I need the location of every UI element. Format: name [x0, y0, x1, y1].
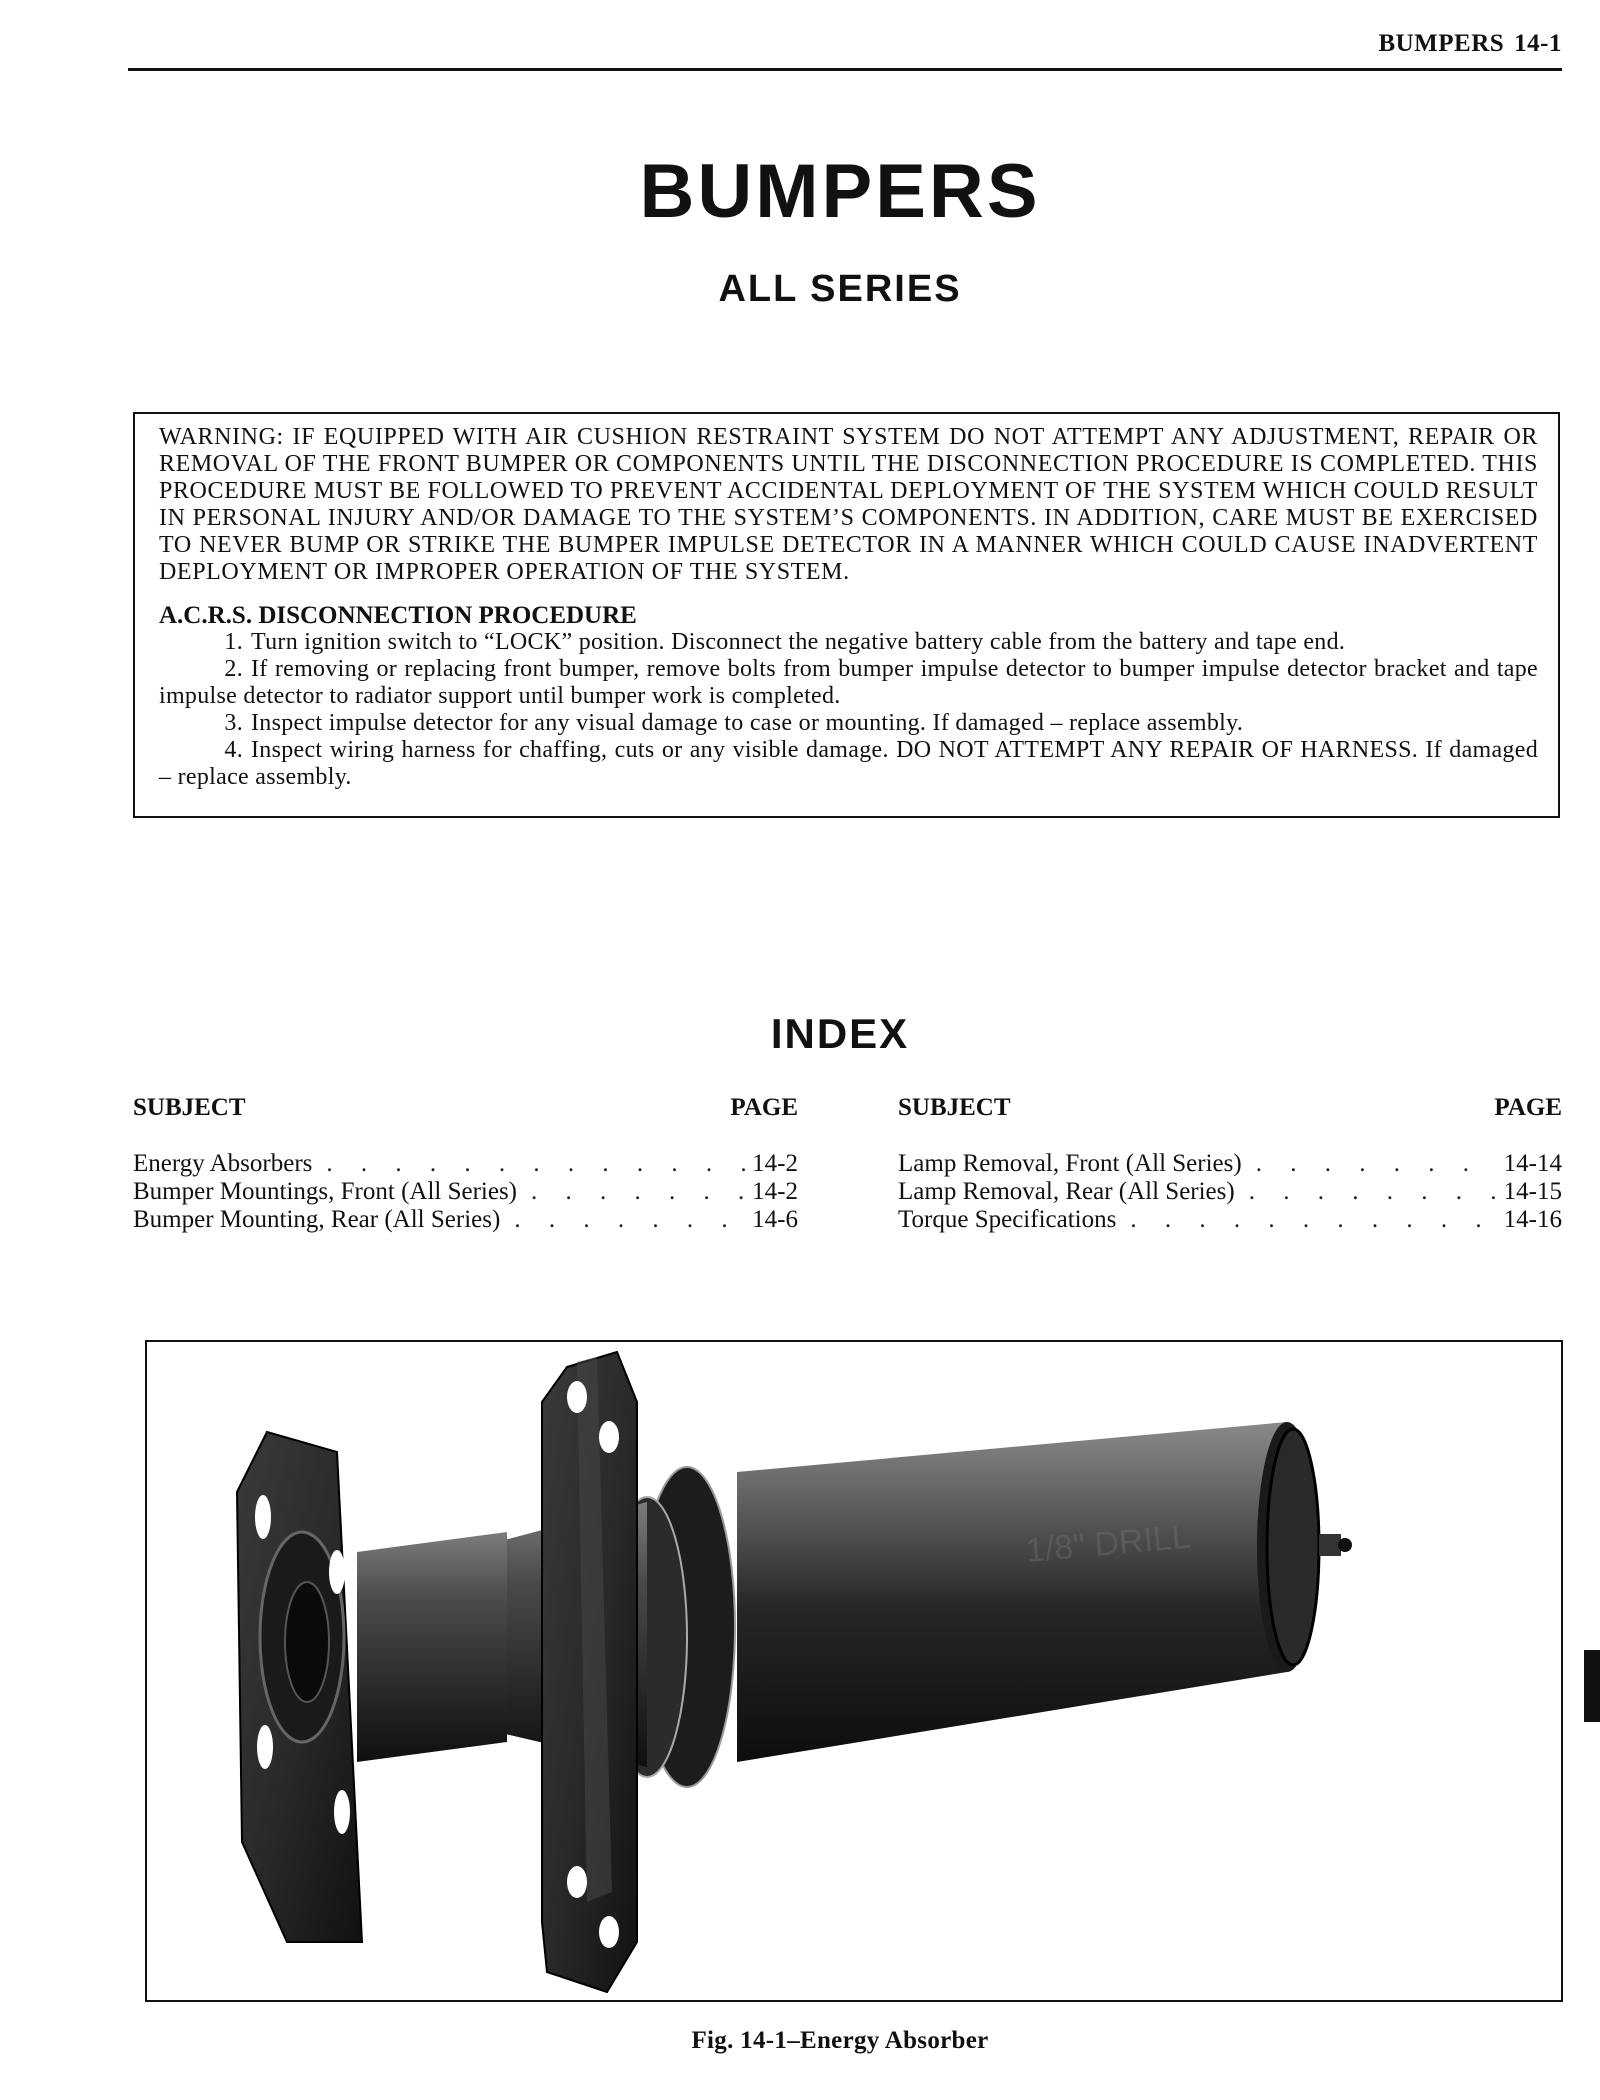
page-header: PAGE: [1494, 1094, 1562, 1121]
index-entry-page: 14-2: [752, 1178, 798, 1205]
index-entry-page: 14-14: [1503, 1150, 1562, 1177]
index-entry-page: 14-16: [1503, 1206, 1562, 1233]
svg-text:1/8" DRILL: 1/8" DRILL: [1024, 1517, 1193, 1570]
index-entry-page: 14-2: [752, 1150, 798, 1177]
running-head-page-number: 14-1: [1514, 30, 1562, 57]
page-title: BUMPERS: [639, 149, 1041, 234]
energy-absorber-illustration: [147, 1342, 1561, 2000]
index-column-header: [898, 1094, 1562, 1122]
step-number: 2.: [224, 656, 243, 682]
index-title: INDEX: [770, 1010, 910, 1057]
index-entry[interactable]: [898, 1150, 1562, 1178]
index-entry[interactable]: [898, 1178, 1562, 1206]
step-number: 3.: [224, 710, 243, 736]
step-number: 4.: [224, 737, 243, 763]
leader-dots: [1249, 1178, 1498, 1206]
step-text: Turn ignition switch to “LOCK” position. Disconnect the negative battery cable from the battery and tape end.: [251, 629, 1346, 655]
index-column-left: [133, 1094, 798, 1234]
step-text: Inspect impulse detector for any visual damage to case or mounting. If damaged – replace assembly.: [251, 710, 1244, 736]
header-rule: [128, 68, 1562, 71]
leader-dots: [1130, 1206, 1497, 1234]
procedure-step: [159, 737, 1538, 791]
index-column-right: [898, 1094, 1562, 1234]
index-entry[interactable]: [133, 1178, 798, 1206]
running-head: [1378, 30, 1562, 58]
figure-caption: Fig. 14-1–Energy Absorber: [691, 2027, 989, 2054]
subject-header: SUBJECT: [898, 1094, 1011, 1121]
index-entry[interactable]: [133, 1206, 798, 1234]
procedure-step: [159, 629, 1538, 656]
index-entry-subject: Torque Specifications: [898, 1206, 1117, 1233]
procedure-step: [159, 656, 1538, 710]
main-cylinder: [737, 1422, 1352, 1762]
subject-header: SUBJECT: [133, 1094, 246, 1121]
index-entry-subject: Bumper Mounting, Rear (All Series): [133, 1206, 501, 1233]
running-head-section: BUMPERS: [1378, 30, 1505, 57]
leader-dots: [514, 1206, 746, 1234]
left-cylinder: [357, 1532, 507, 1762]
index-entry-page: 14-15: [1503, 1178, 1562, 1205]
procedure-step: [159, 710, 1538, 737]
middle-flange: [542, 1352, 637, 1992]
leader-dots: [326, 1150, 746, 1178]
index-entry[interactable]: [898, 1206, 1562, 1234]
index-entry-page: 14-6: [752, 1206, 798, 1233]
section-thumb-tab: [1584, 1650, 1600, 1722]
page-header: PAGE: [730, 1094, 798, 1121]
index-entry[interactable]: [133, 1150, 798, 1178]
figure-frame: [145, 1340, 1563, 2002]
index-entry-subject: Energy Absorbers: [133, 1150, 313, 1177]
step-text: Inspect wiring harness for chaffing, cuts or any visible damage. DO NOT ATTEMPT ANY REPAIR OF HARNESS. If damaged – replace assembly.: [159, 737, 1538, 790]
leader-dots: [1256, 1150, 1498, 1178]
index-entry-subject: Lamp Removal, Front (All Series): [898, 1150, 1242, 1177]
procedure-heading: A.C.R.S. DISCONNECTION PROCEDURE: [159, 602, 637, 629]
page-subtitle: ALL SERIES: [718, 268, 962, 310]
warning-text: WARNING: IF EQUIPPED WITH AIR CUSHION RESTRAINT SYSTEM DO NOT ATTEMPT ANY ADJUSTMENT, REPAIR OR REMOVAL OF THE FRONT BUMPER OR COMPONENTS UNTIL THE DISCONNECTION PROCEDURE IS COMPLETED. THIS PROCEDURE MUST BE FOLLOWED TO PREVENT ACCIDENTAL DEPLOYMENT OF THE SYSTEM WHICH COULD RESULT IN PERSONAL INJURY AND/OR DAMAGE TO THE SYSTEM’S COMPONENTS. IN ADDITION, CARE MUST BE EXERCISED TO NEVER BUMP OR STRIKE THE BUMPER IMPULSE DETECTOR IN A MANNER WHICH COULD CAUSE INADVERTENT DEPLOYMENT OR IMPROPER OPERATION OF THE SYSTEM.: [159, 424, 1538, 585]
step-text: If removing or replacing front bumper, remove bolts from bumper impulse detector to bumper impulse detector bracket and tape impulse detector to radiator support until bumper work is completed.: [159, 656, 1538, 709]
index-column-header: [133, 1094, 798, 1122]
leader-dots: [531, 1178, 746, 1206]
index-entry-subject: Lamp Removal, Rear (All Series): [898, 1178, 1235, 1205]
warning-box: [133, 412, 1560, 818]
left-mounting-plate: [237, 1432, 362, 1942]
index-entry-subject: Bumper Mountings, Front (All Series): [133, 1178, 518, 1205]
step-number: 1.: [224, 629, 243, 655]
